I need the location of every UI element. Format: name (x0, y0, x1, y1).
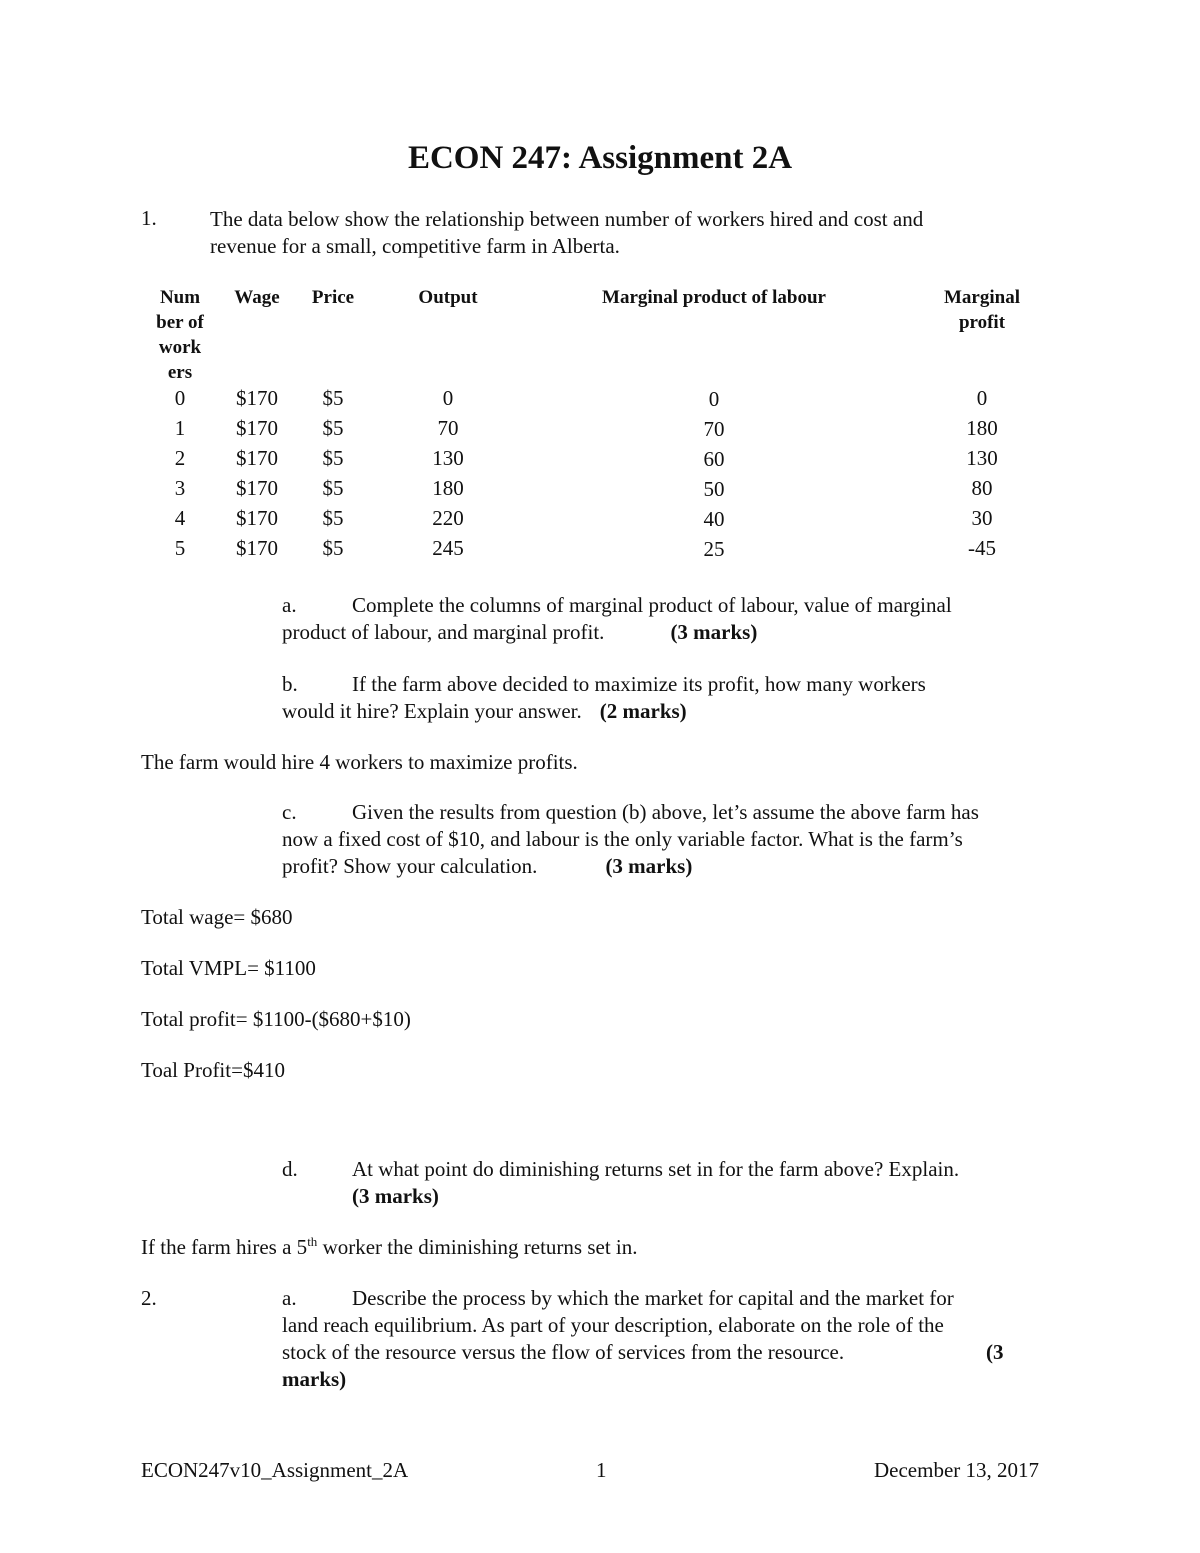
header-workers-line2: ber of (156, 312, 204, 333)
cell-price: $5 (322, 416, 344, 440)
q1d-answer-post: worker the diminishing returns set in. (317, 1235, 638, 1259)
q2a-letter: a. (282, 1286, 297, 1310)
header-workers-line1: Num (159, 287, 201, 308)
q2a-line3: stock of the resource versus the flow of services from the resource. (282, 1340, 845, 1364)
q1b-letter: b. (282, 672, 298, 696)
q1d-answer (141, 1235, 638, 1260)
cell-wage: $170 (236, 506, 278, 530)
q1c-marks: (3 marks) (605, 854, 693, 878)
cell-price: $5 (322, 536, 344, 560)
header-marginal-profit (922, 285, 1042, 335)
q1c-line3 (282, 854, 692, 879)
cell-mprofit: -45 (968, 536, 996, 560)
cell-mprofit: 30 (971, 506, 993, 530)
q1c-line3-text: profit? Show your calculation. (282, 854, 538, 878)
q1c-answer-2: Total VMPL= $1100 (141, 956, 316, 980)
header-workers-line3: work (158, 337, 202, 358)
cell-output: 245 (432, 536, 464, 560)
question-1-text-line1: The data below show the relationship between number of workers hired and cost and (210, 207, 924, 231)
header-marginal-profit-line1: Marginal (944, 287, 1020, 308)
q1c-line1: Given the results from question (b) above, let’s assume the above farm has (352, 800, 979, 824)
cell-output: 220 (432, 506, 464, 530)
question-2-number: 2. (141, 1286, 157, 1310)
q1d-answer-sup: th (307, 1234, 318, 1249)
cell-mprofit: 0 (976, 386, 988, 410)
q1a-line2 (282, 620, 757, 645)
q1c-letter: c. (282, 800, 297, 824)
footer-date: December 13, 2017 (874, 1458, 1040, 1482)
cell-mprofit: 130 (966, 446, 998, 470)
cell-output: 130 (432, 446, 464, 470)
q1c-answer-3: Total profit= $1100-($680+$10) (141, 1007, 411, 1031)
q1c-answer-1: Total wage= $680 (141, 905, 293, 929)
cell-mpl: 50 (703, 477, 725, 501)
cell-workers: 0 (174, 386, 186, 410)
q2a-line1: Describe the process by which the market for capital and the market for (352, 1286, 954, 1310)
q1b-line2 (282, 699, 687, 724)
cell-mpl: 0 (708, 387, 720, 411)
question-1-number: 1. (141, 206, 157, 230)
cell-mprofit: 180 (966, 416, 998, 440)
q1d-answer-pre: If the farm hires a 5 (141, 1235, 308, 1259)
cell-workers: 1 (174, 416, 186, 440)
cell-output: 70 (437, 416, 459, 440)
q1b-line1: If the farm above decided to maximize its profit, how many workers (352, 672, 926, 696)
cell-workers: 5 (174, 536, 186, 560)
cell-wage: $170 (236, 446, 278, 470)
cell-price: $5 (322, 446, 344, 470)
cell-workers: 2 (174, 446, 186, 470)
q1b-line2-text: would it hire? Explain your answer. (282, 699, 582, 723)
cell-output: 180 (432, 476, 464, 500)
q2a-marks-part1: (3 (986, 1340, 1004, 1364)
cell-price: $5 (322, 476, 344, 500)
cell-workers: 4 (174, 506, 186, 530)
cell-price: $5 (322, 386, 344, 410)
cell-output: 0 (442, 386, 454, 410)
header-output: Output (418, 287, 478, 308)
cell-mprofit: 80 (971, 476, 993, 500)
cell-wage: $170 (236, 476, 278, 500)
q1c-answer-4: Toal Profit=$410 (141, 1058, 285, 1082)
cell-mpl: 70 (703, 417, 725, 441)
cell-wage: $170 (236, 386, 278, 410)
header-marginal-product: Marginal product of labour (602, 287, 826, 308)
question-1-text-line2: revenue for a small, competitive farm in Alberta. (210, 234, 620, 258)
cell-wage: $170 (236, 536, 278, 560)
cell-mpl: 60 (703, 447, 725, 471)
header-price: Price (311, 287, 355, 308)
q1c-line2: now a fixed cost of $10, and labour is the only variable factor. What is the farm’s (282, 827, 963, 851)
cell-wage: $170 (236, 416, 278, 440)
q1a-marks: (3 marks) (670, 620, 758, 644)
footer-page-number: 1 (596, 1458, 607, 1482)
q2a-marks-part2: marks) (282, 1367, 347, 1391)
header-marginal-profit-line2: profit (958, 312, 1006, 333)
cell-mpl: 40 (703, 507, 725, 531)
q1a-line1: Complete the columns of marginal product of labour, value of marginal (352, 593, 952, 617)
q2a-line2: land reach equilibrium. As part of your description, elaborate on the role of the (282, 1313, 944, 1337)
page-title: ECON 247: Assignment 2A (407, 140, 793, 176)
header-wage: Wage (234, 287, 280, 308)
header-workers (140, 285, 220, 385)
q1d-line1: At what point do diminishing returns set in for the farm above? Explain. (352, 1157, 960, 1181)
cell-price: $5 (322, 506, 344, 530)
q1a-letter: a. (282, 593, 297, 617)
footer-document-name: ECON247v10_Assignment_2A (141, 1458, 409, 1482)
cell-mpl: 25 (703, 537, 725, 561)
q1a-line2-text: product of labour, and marginal profit. (282, 620, 605, 644)
q1b-answer: The farm would hire 4 workers to maximize profits. (141, 750, 578, 774)
cell-workers: 3 (174, 476, 186, 500)
q1d-marks: (3 marks) (352, 1184, 439, 1208)
header-workers-line4: ers (167, 362, 193, 383)
q1b-marks: (2 marks) (599, 699, 687, 723)
q1d-letter: d. (282, 1157, 298, 1181)
